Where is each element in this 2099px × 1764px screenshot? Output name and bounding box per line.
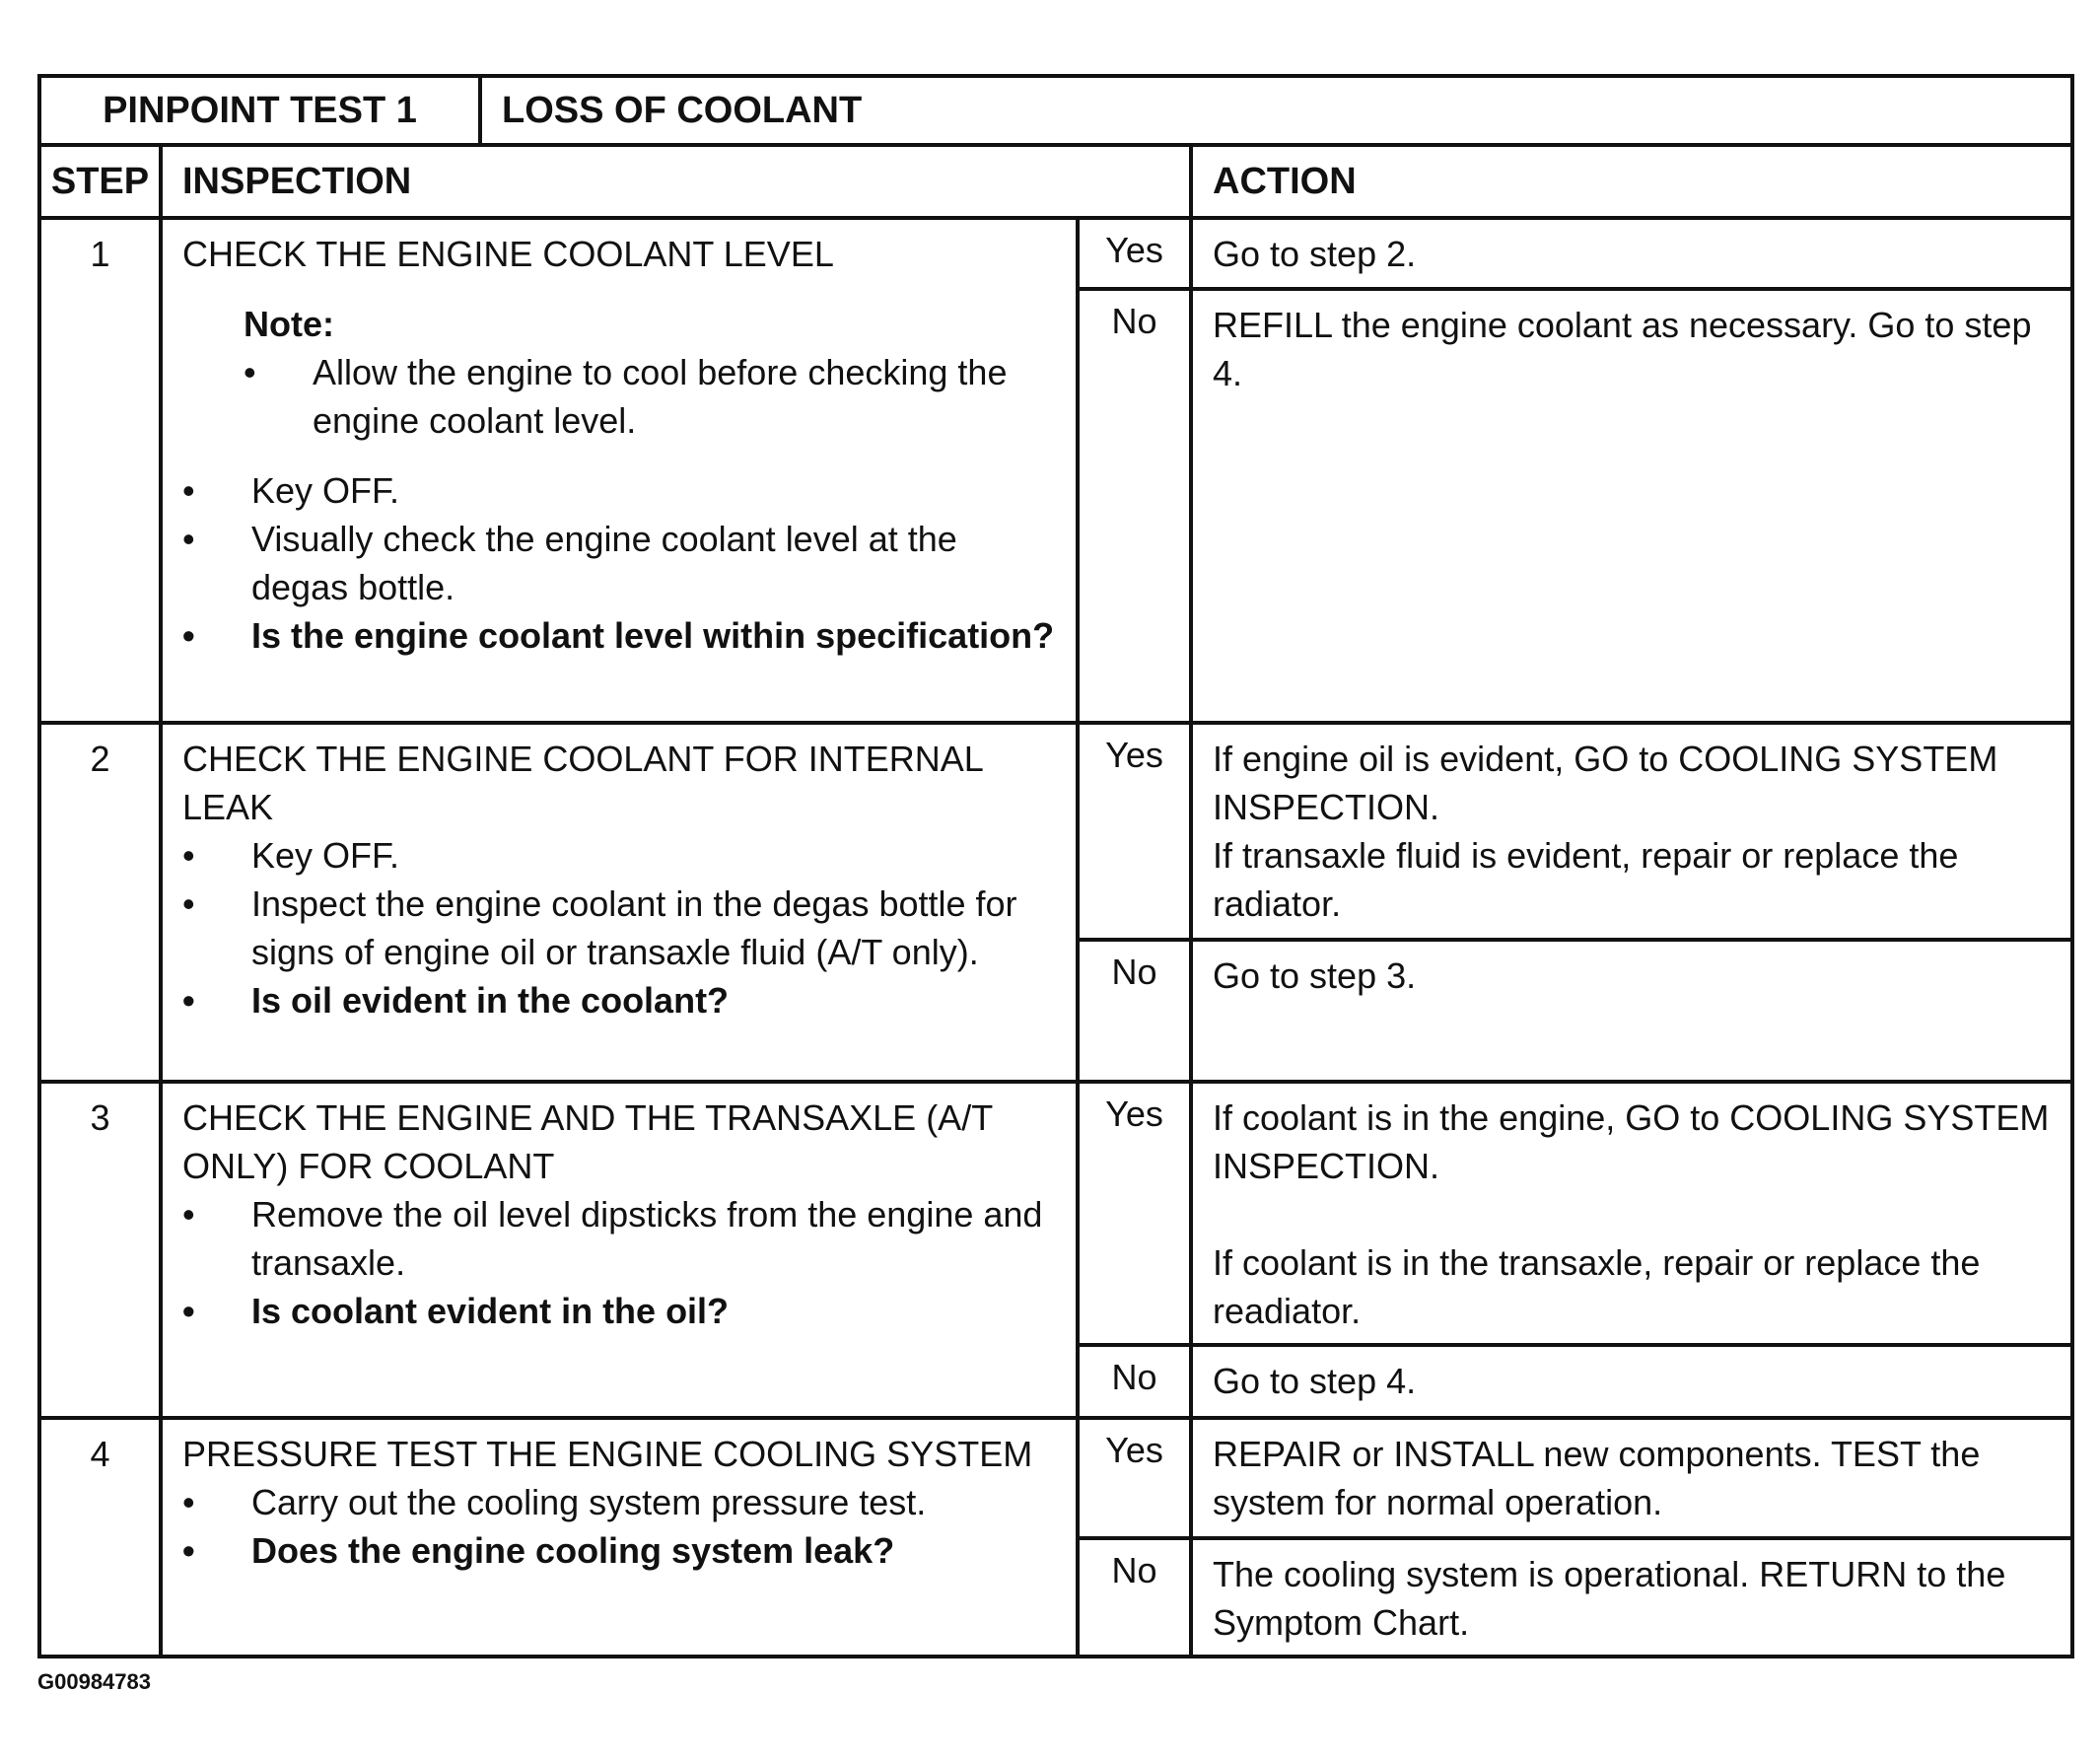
step-4-question: • Does the engine cooling system leak? (182, 1526, 1058, 1575)
test-title: LOSS OF COOLANT (480, 76, 2072, 145)
step-1-bullet: • Key OFF. (182, 466, 1058, 515)
step-1-yes-label: Yes (1078, 218, 1191, 289)
step-2-no-label: No (1078, 940, 1191, 1082)
step-2-bullets (182, 831, 1058, 1024)
step-2-bullet: • Key OFF. (182, 831, 1058, 880)
step-1-inspection (161, 218, 1078, 723)
step-1-question: • Is the engine coolant level within specification? (182, 611, 1058, 660)
step-3-yes-action (1191, 1082, 2072, 1345)
step-2-yes-row (39, 723, 2072, 940)
step-1-number: 1 (39, 218, 161, 723)
step-1-yes-row (39, 218, 2072, 289)
step-4-bullets (182, 1478, 1058, 1575)
step-3-title: CHECK THE ENGINE AND THE TRANSAXLE (A/T ONLY) FOR COOLANT (182, 1097, 993, 1186)
step-3-yes-row (39, 1082, 2072, 1345)
action-column-header: ACTION (1191, 145, 2072, 218)
step-1-bullets (182, 466, 1058, 660)
step-2-inspection (161, 723, 1078, 1082)
pinpoint-test-table (37, 143, 2074, 1658)
step-4-title: PRESSURE TEST THE ENGINE COOLING SYSTEM (182, 1434, 1033, 1474)
step-1-no-action: REFILL the engine coolant as necessary. Go to step 4. (1191, 289, 2072, 723)
step-3-number: 3 (39, 1082, 161, 1418)
step-4-no-label: No (1078, 1538, 1191, 1657)
step-3-inspection (161, 1082, 1078, 1418)
step-4-inspection (161, 1418, 1078, 1657)
spacer (1213, 1190, 2061, 1238)
step-3-yes-action-line: If coolant is in the transaxle, repair or replace the readiator. (1213, 1242, 1981, 1331)
step-4-no-action: The cooling system is operational. RETURN to the Symptom Chart. (1191, 1538, 2072, 1657)
step-2-yes-action (1191, 723, 2072, 940)
step-3-no-label: No (1078, 1345, 1191, 1418)
step-1-yes-action: Go to step 2. (1191, 218, 2072, 289)
step-2-yes-action-line: If transaxle fluid is evident, repair or replace the radiator. (1213, 835, 1959, 924)
step-1-title: CHECK THE ENGINE COOLANT LEVEL (182, 234, 834, 274)
step-1-note-list (244, 348, 1058, 445)
step-2-title: CHECK THE ENGINE COOLANT FOR INTERNAL LEAK (182, 739, 983, 827)
step-3-yes-action-line: If coolant is in the engine, GO to COOLING SYSTEM INSPECTION. (1213, 1097, 2050, 1186)
step-4-yes-action: REPAIR or INSTALL new components. TEST the system for normal operation. (1191, 1418, 2072, 1538)
step-3-question: • Is coolant evident in the oil? (182, 1287, 1058, 1335)
step-1-no-label: No (1078, 289, 1191, 723)
step-1-note-label: Note: (244, 304, 334, 344)
step-3-bullets (182, 1190, 1058, 1335)
inspection-column-header: INSPECTION (161, 145, 1191, 218)
step-1-bullet: • Visually check the engine coolant level at the degas bottle. (182, 515, 1058, 611)
step-2-question: • Is oil evident in the coolant? (182, 976, 1058, 1024)
step-4-yes-row (39, 1418, 2072, 1538)
step-2-yes-action-line: If engine oil is evident, GO to COOLING SYSTEM INSPECTION. (1213, 739, 1998, 827)
step-4-bullet: • Carry out the cooling system pressure test. (182, 1478, 1058, 1526)
step-1-note-item: • Allow the engine to cool before checking the engine coolant level. (244, 348, 1058, 445)
figure-id: G00984783 (37, 1669, 151, 1694)
test-header-table (37, 74, 2074, 147)
column-header-row (39, 145, 2072, 218)
test-number-label: PINPOINT TEST 1 (39, 76, 480, 145)
step-2-yes-label: Yes (1078, 723, 1191, 940)
step-4-number: 4 (39, 1418, 161, 1657)
step-3-yes-label: Yes (1078, 1082, 1191, 1345)
step-3-bullet: • Remove the oil level dipsticks from the engine and transaxle. (182, 1190, 1058, 1287)
step-2-no-action: Go to step 3. (1191, 940, 2072, 1082)
step-4-yes-label: Yes (1078, 1418, 1191, 1538)
step-2-number: 2 (39, 723, 161, 1082)
step-2-bullet: • Inspect the engine coolant in the degas bottle for signs of engine oil or transaxle fluid (A/T only). (182, 880, 1058, 976)
step-3-no-action: Go to step 4. (1191, 1345, 2072, 1418)
step-column-header: STEP (39, 145, 161, 218)
